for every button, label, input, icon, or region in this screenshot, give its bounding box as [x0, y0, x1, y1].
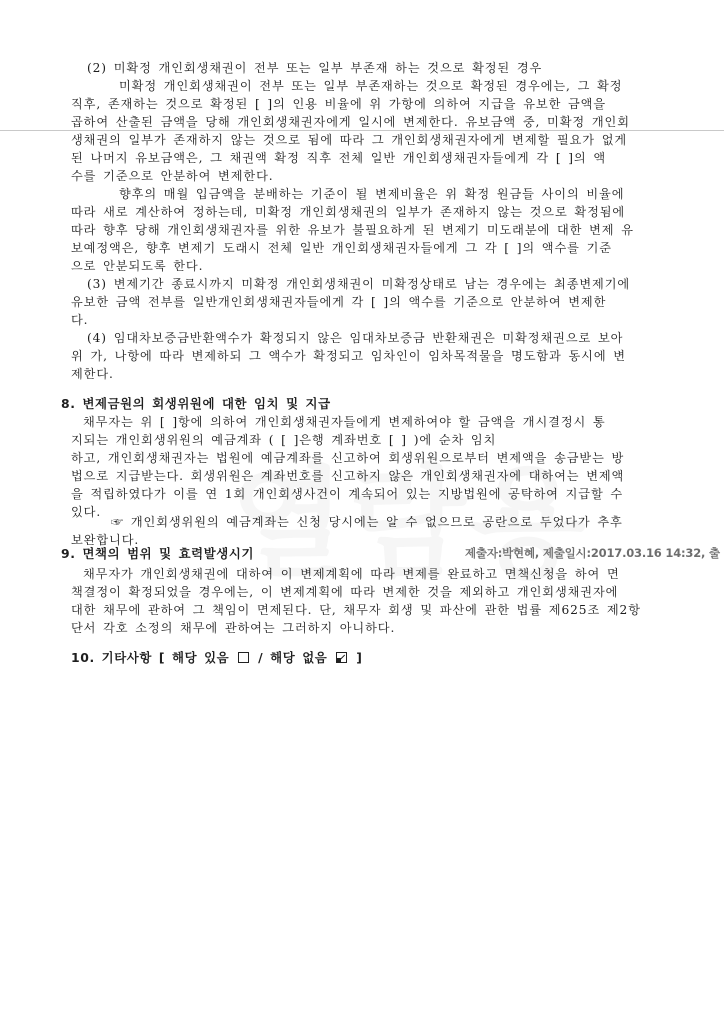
section-9-line: 대한 채무에 관하여 그 책임이 면제된다. 단, 채무자 회생 및 파산에 관한 법률 제625조 제2항 [71, 603, 641, 617]
text-line: 수를 기준으로 안분하여 변제한다. [71, 169, 274, 183]
text-line: 을 적립하였다가 이를 연 1회 개인회생사건이 계속되어 있는 지방법원에 공탁하여 지급할 수 [71, 487, 624, 501]
text-line: 직후, 존재하는 것으로 확정된 [ ]의 인용 비율에 위 가항에 의하여 지급을 유보한 금액을 [71, 97, 607, 111]
text-line: 곱하여 산출된 금액을 당해 개인회생채권자에게 일시에 변제한다. 유보금액 중, 미확정 개인회 [71, 115, 630, 129]
text-line: 된 나머지 유보금액은, 그 채권액 확정 직후 전체 일반 개인회생채권자들에게 각 [ ]의 액 [71, 151, 607, 165]
text-line: (3) 변제기간 종료시까지 미확정 개인회생채권이 미확정상태로 남는 경우에는 최종변제기에 [87, 277, 631, 291]
text-line: 유보한 금액 전부를 일반개인회생채권자들에게 각 [ ]의 액수를 기준으로 안분하여 변제한 [71, 295, 607, 309]
text-line: 생채권의 일부가 존재하지 않는 것으로 됨에 따라 그 개인회생채권자에게 변제할 필요가 없게 [71, 133, 628, 147]
text-line: 위 가, 나항에 따라 변제하되 그 액수가 확정되고 임차인이 임차목적물을 명도함과 동시에 변 [71, 349, 626, 363]
section-9-line: 책결정이 확정되었을 경우에는, 이 변제계획에 따라 변제한 것을 제외하고 개인회생채권자에 [71, 585, 619, 599]
submission-stamp: 제출자:박현혜, 제출일시:2017.03.16 14:32, 출 [465, 546, 720, 560]
checkbox-applicable-no[interactable] [336, 652, 347, 663]
text-line: 으로 안분되도록 한다. [71, 259, 204, 273]
text-line: 있다. [71, 505, 102, 519]
section-10-heading [71, 650, 671, 666]
bracket-close: ] [356, 650, 363, 665]
section-9-line: 단서 각호 소정의 채무에 관하여는 그러하지 아니하다. [71, 621, 396, 635]
scan-artifact-line [0, 130, 724, 131]
text-line: ☞ 개인회생위원의 예금계좌는 신청 당시에는 알 수 없으므로 공란으로 두었다가 추후 [111, 515, 623, 529]
text-line: (4) 임대차보증금반환액수가 확정되지 않은 임대차보증금 반환채권은 미확정채권으로 보아 [87, 331, 624, 345]
text-line: 채무자는 위 [ ]항에 의하여 개인회생채권자들에게 변제하여야 할 금액을 개시결정시 통 [83, 415, 606, 429]
text-line: 지되는 개인회생위원의 예금계좌 ( [ ]은행 계좌번호 [ ] )에 순차 임치 [71, 433, 497, 447]
text-line: 보예정액은, 향후 변제기 도래시 전체 일반 개인회생채권자들에게 그 각 [ ]의 액수를 기준 [71, 241, 612, 255]
text-line: 법으로 지급받는다. 회생위원은 계좌번호를 신고하지 않은 개인회생채권자에 대하여는 변제액 [71, 469, 625, 483]
text-line: 하고, 개인회생채권자는 법원에 예금계좌를 신고하여 회생위원으로부터 변제액을 송금받는 방 [71, 451, 625, 465]
section-10-prefix: 10. 기타사항 [ 해당 있음 [71, 650, 230, 665]
separator: / [258, 650, 264, 665]
text-line: 다. [71, 313, 89, 327]
text-line: 보완합니다. [71, 533, 140, 547]
checkbox-applicable-yes[interactable] [238, 652, 249, 663]
section-8-heading: 8. 변제금원의 회생위원에 대한 임치 및 지급 [61, 396, 331, 411]
text-line: 따라 새로 계산하여 정하는데, 미확정 개인회생채권의 일부가 존재하지 않는 것으로 확정됨에 [71, 205, 626, 219]
option-no-label: 해당 없음 [270, 650, 328, 665]
text-line: (2) 미확정 개인회생채권이 전부 또는 일부 부존재 하는 것으로 확정된 경우 [87, 61, 543, 75]
text-line: 제한다. [71, 367, 114, 381]
text-line: 향후의 매월 입금액을 분배하는 기준이 될 변제비율은 위 확정 원금들 사이의 비율에 [119, 187, 625, 201]
section-9-line: 채무자가 개인회생채권에 대하여 이 변제계획에 따라 변제를 완료하고 면책신청을 하여 면 [83, 567, 620, 581]
section-9-heading: 9. 면책의 범위 및 효력발생시기 [61, 546, 255, 561]
text-line: 미확정 개인회생채권이 전부 또는 일부 부존재하는 것으로 확정된 경우에는, 그 확정 [119, 79, 623, 93]
text-line: 따라 향후 당해 개인회생채권자를 위한 유보가 불필요하게 된 변제기 미도래분에 대한 변제 유 [71, 223, 634, 237]
